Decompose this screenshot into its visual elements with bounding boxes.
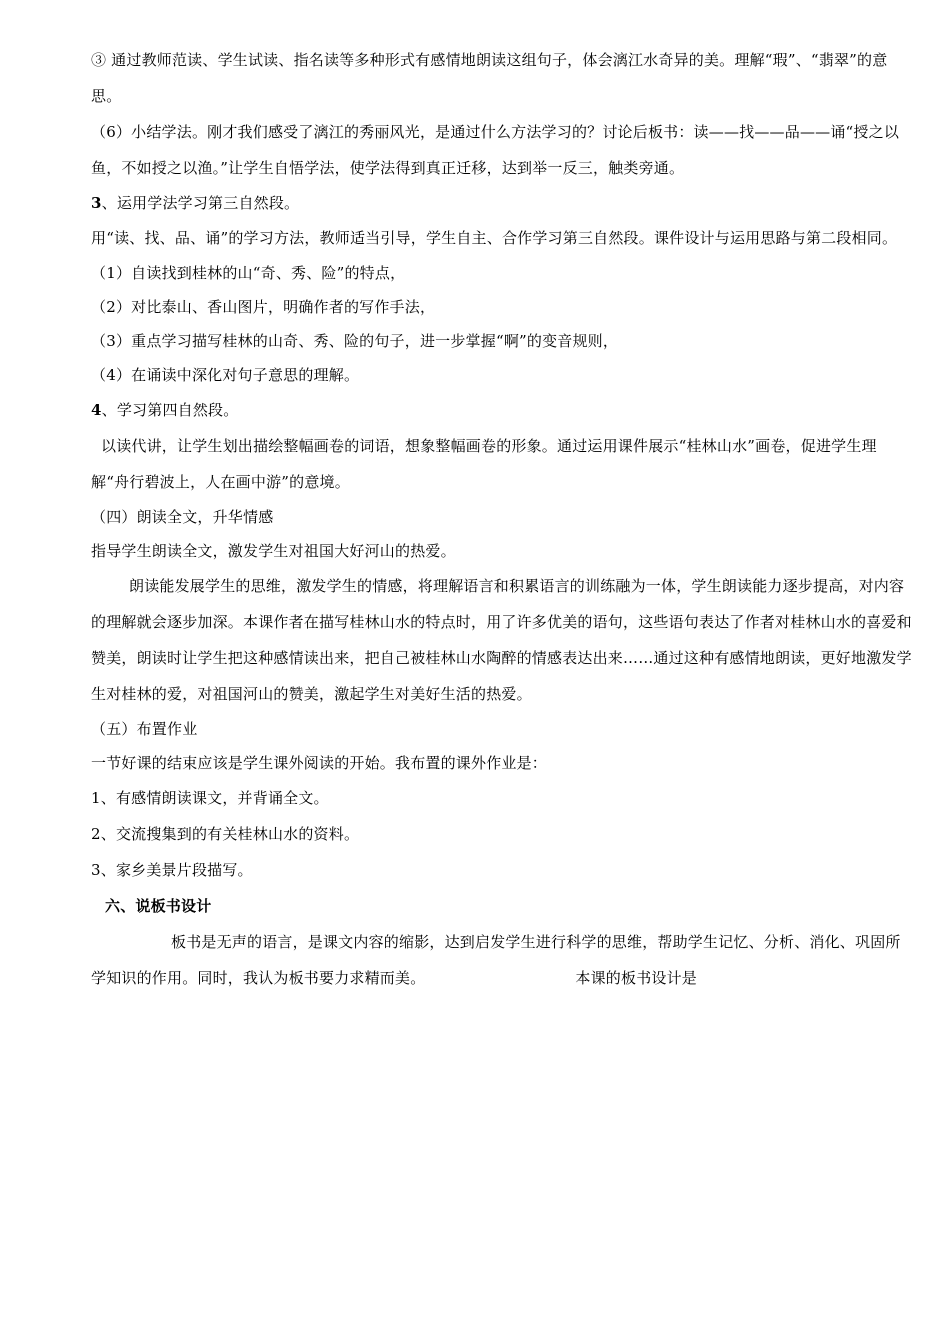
homework-item-3: 3、家乡美景片段描写。 bbox=[91, 861, 253, 879]
heading-step-3-text: 、运用学法学习第三自然段。 bbox=[101, 194, 300, 212]
paragraph-summary-method: （6）小结学法。刚才我们感受了漓江的秀丽风光，是通过什么方法学习的？讨论后板书：读——找——品——诵“授之以鱼，不如授之以渔。”让学生自悟学法，使学法得到真正迁移，达到举一反三，触类旁通。 bbox=[91, 123, 900, 177]
paragraph-fourth-section: 以读代讲，让学生划出描绘整幅画卷的词语，想象整幅画卷的形象。通过运用课件展示“桂林山水”画卷，促进学生理解“舟行碧波上，人在画中游”的意境。 bbox=[91, 437, 877, 491]
paragraph-reading-benefits: 朗读能发展学生的思维，激发学生的情感，将理解语言和积累语言的训练融为一体，学生朗读能力逐步提高，对内容的理解就会逐步加深。本课作者在描写桂林山水的特点时，用了许多优美的语句，这些语句表达了作者对桂林山水的喜爱和赞美，朗读时让学生把这种感情读出来，把自己被桂林山水陶醉的情感表达出来……通过这种有感情地朗读，更好地激发学生对桂林的爱，对祖国河山的赞美，激起学生对美好生活的热爱。 bbox=[91, 577, 912, 703]
homework-item-2: 2、交流搜集到的有关桂林山水的资料。 bbox=[91, 825, 360, 843]
section-heading-4: （四）朗读全文，升华情感 bbox=[91, 508, 274, 526]
paragraph-method-third: 用“读、找、品、诵”的学习方法，教师适当引导，学生自主、合作学习第三自然段。课件设计与运用思路与第二段相同。 bbox=[91, 229, 898, 247]
list-item-4: （4）在诵读中深化对句子意思的理解。 bbox=[91, 366, 360, 384]
heading-step-3 bbox=[91, 186, 913, 220]
list-item-2: （2）对比泰山、香山图片，明确作者的写作手法， bbox=[91, 298, 436, 316]
section-heading-5: （五）布置作业 bbox=[91, 720, 198, 738]
list-item-1: （1）自读找到桂林的山“奇、秀、险”的特点， bbox=[91, 264, 406, 282]
list-item-3: （3）重点学习描写桂林的山奇、秀、险的句子，进一步掌握“啊”的变音规则， bbox=[91, 332, 619, 350]
heading-step-4-text: 、学习第四自然段。 bbox=[101, 401, 239, 419]
paragraph-board-design bbox=[91, 924, 913, 996]
paragraph-board-design-tail: 本课的板书设计是 bbox=[575, 969, 698, 987]
section-heading-6: 六、说板书设计 bbox=[105, 897, 212, 915]
homework-item-1: 1、有感情朗读课文，并背诵全文。 bbox=[91, 789, 329, 807]
heading-step-4-number: 4 bbox=[91, 401, 102, 419]
heading-step-4 bbox=[91, 392, 913, 428]
paragraph-compare-reading: ③ 通过教师范读、学生试读、指名读等多种形式有感情地朗读这组句子，体会漓江水奇异的美。理解“瑕”、“翡翠”的意思。 bbox=[91, 51, 888, 105]
paragraph-read-whole: 指导学生朗读全文，激发学生对祖国大好河山的热爱。 bbox=[91, 542, 456, 560]
heading-step-3-number: 3 bbox=[91, 194, 102, 212]
document-page bbox=[91, 42, 913, 996]
paragraph-board-design-text: 板书是无声的语言，是课文内容的缩影，达到启发学生进行科学的思维，帮助学生记忆、分析、消化、巩固所学知识的作用。同时，我认为板书要力求精而美。 bbox=[91, 933, 901, 987]
paragraph-homework-intro: 一节好课的结束应该是学生课外阅读的开始。我布置的课外作业是： bbox=[91, 754, 548, 772]
